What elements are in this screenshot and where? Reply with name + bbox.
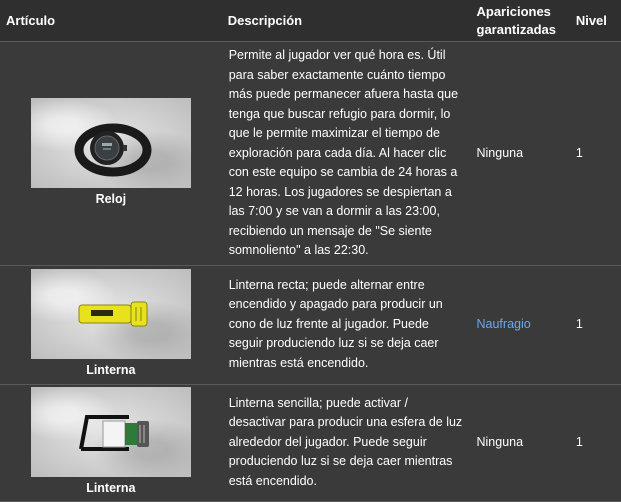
item-name[interactable]: Reloj	[95, 191, 127, 206]
table-row	[0, 265, 621, 384]
item-image[interactable]	[31, 269, 191, 359]
table-row	[0, 42, 621, 266]
table-header-row	[0, 0, 621, 42]
item-level: 1	[570, 265, 621, 384]
item-appearances: Ninguna	[471, 384, 570, 501]
header-level[interactable]: Nivel	[570, 0, 621, 42]
item-description: Linterna sencilla; puede activar / desactivar para producir una esfera de luz alrededor del jugador. Puede seguir produciendo luz si se deja caer mientras está encendido.	[222, 384, 471, 501]
item-cell	[0, 42, 222, 266]
item-name[interactable]: Linterna	[86, 362, 136, 377]
item-level: 1	[570, 384, 621, 501]
table-row	[0, 384, 621, 501]
header-appearances[interactable]: Apariciones garantizadas	[471, 0, 570, 42]
item-description: Permite al jugador ver qué hora es. Útil para saber exactamente cuánto tiempo más puede permanecer afuera hasta que tenga que buscar refugio para dormir, lo que le permite maximizar el tiempo de exploración para cada día. Al hacer clic con este equipo se cambia de 24 horas a 12 horas. Los jugadores se despiertan a las 7:00 y se van a dormir a las 23:00, recibiendo un mensaje de "Se siente somnoliento" a las 22:30.	[222, 42, 471, 266]
item-name[interactable]: Linterna	[86, 480, 136, 495]
item-description: Linterna recta; puede alternar entre encendido y apagado para producir un cono de luz frente al jugador. Puede seguir produciendo luz si se deja caer mientras está encendido.	[222, 265, 471, 384]
item-cell	[0, 265, 222, 384]
item-image[interactable]	[31, 387, 191, 477]
lantern-icon	[31, 387, 191, 477]
watch-icon	[31, 98, 191, 188]
item-level: 1	[570, 42, 621, 266]
flashlight-icon	[31, 269, 191, 359]
header-description[interactable]: Descripción	[222, 0, 471, 42]
header-item[interactable]: Artículo	[0, 0, 222, 42]
item-appearances	[471, 265, 570, 384]
item-appearances: Ninguna	[471, 42, 570, 266]
item-cell	[0, 384, 222, 501]
appearance-link[interactable]: Naufragio	[476, 316, 531, 331]
item-image[interactable]	[31, 98, 191, 188]
